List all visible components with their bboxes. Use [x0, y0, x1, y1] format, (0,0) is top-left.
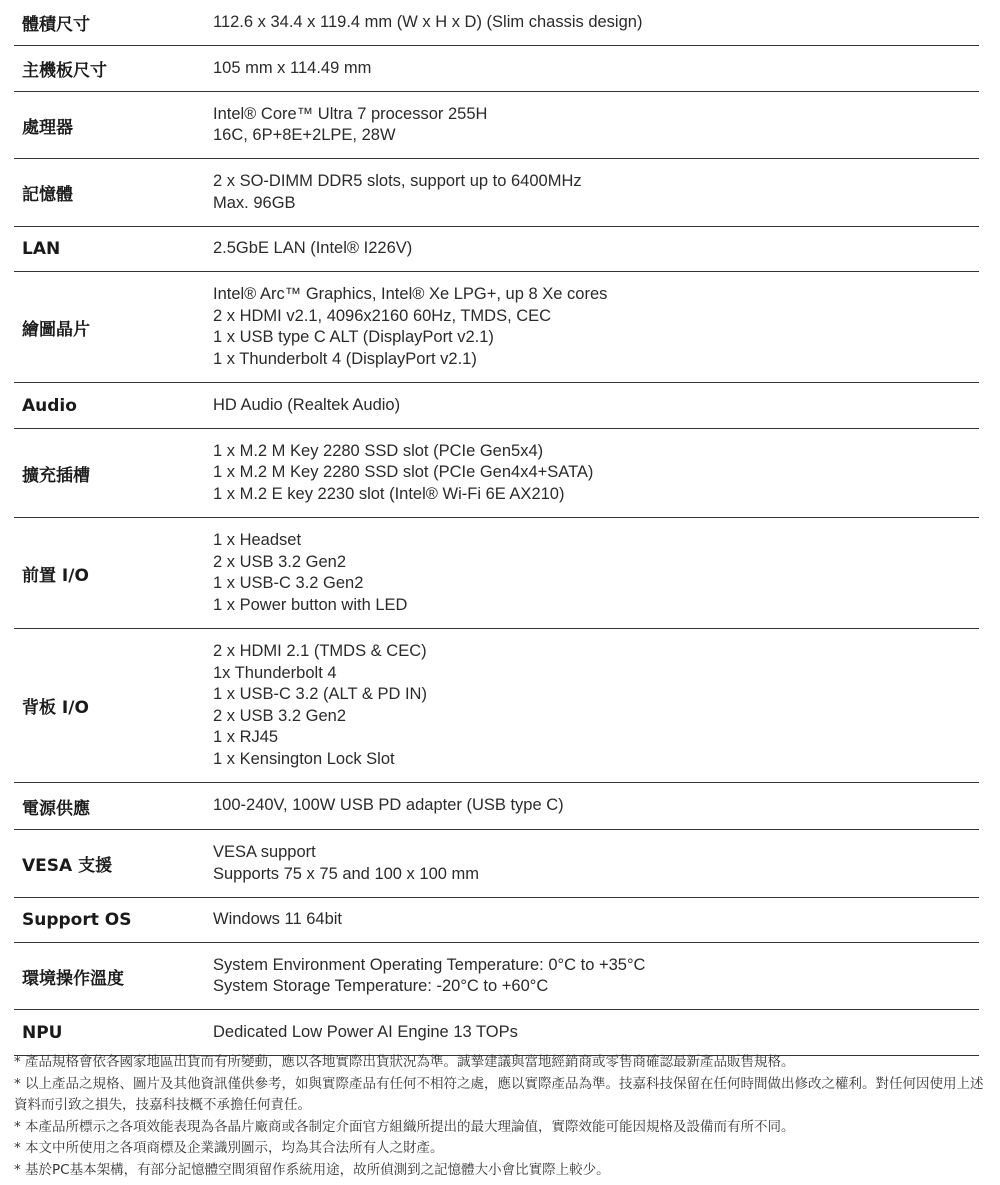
spec-label: Audio — [22, 395, 77, 416]
spec-row-power-supply — [14, 783, 979, 830]
spec-value-line: 112.6 x 34.4 x 119.4 mm (W x H x D) (Slim chassis design) — [213, 12, 643, 31]
spec-label: VESA 支援 — [22, 856, 113, 876]
spec-table — [14, 0, 979, 1056]
footnote: * 本文中所使用之各項商標及企業識別圖示，均為其合法所有人之財產。 — [14, 1140, 444, 1156]
spec-value-line: 2 x HDMI v2.1, 4096x2160 60Hz, TMDS, CEC — [213, 306, 552, 325]
spec-label: 前置 I/O — [22, 565, 89, 586]
spec-value-line: Windows 11 64bit — [213, 910, 343, 929]
spec-value-line: Intel® Arc™ Graphics, Intel® Xe LPG+, up 8 Xe cores — [213, 285, 608, 303]
spec-value — [213, 1022, 979, 1044]
spec-value — [213, 842, 979, 885]
spec-row-support-os — [14, 898, 979, 943]
spec-value-line: 1 x M.2 E key 2230 slot (Intel® Wi-Fi 6E AX210) — [213, 484, 565, 503]
spec-value-line: 2 x USB 3.2 Gen2 — [213, 706, 346, 725]
spec-label: 繪圖晶片 — [22, 319, 90, 340]
spec-row-memory — [14, 159, 979, 227]
spec-label: NPU — [22, 1022, 63, 1043]
spec-value — [213, 530, 979, 616]
spec-value-line: 1 x Headset — [213, 531, 302, 549]
spec-row-audio — [14, 383, 979, 429]
spec-value-line: 1 x USB-C 3.2 Gen2 — [213, 574, 364, 592]
spec-value-line: 2.5GbE LAN (Intel® I226V) — [213, 239, 413, 258]
spec-value — [213, 641, 979, 770]
spec-value-line: System Environment Operating Temperature: 0°C to +35°C — [213, 955, 646, 974]
spec-value-line: 2 x HDMI 2.1 (TMDS & CEC) — [213, 642, 427, 660]
disclaimer-footnotes — [14, 1052, 984, 1181]
spec-value-line: HD Audio (Realtek Audio) — [213, 395, 401, 414]
spec-value — [213, 441, 979, 506]
spec-label: 環境操作溫度 — [22, 968, 124, 989]
spec-value-line: 1 x USB type C ALT (DisplayPort v2.1) — [213, 328, 494, 346]
spec-value — [213, 104, 979, 147]
spec-label: LAN — [22, 239, 61, 259]
spec-value-line: 100-240V, 100W USB PD adapter (USB type C) — [213, 796, 564, 815]
spec-value — [213, 795, 979, 817]
spec-value-line: Max. 96GB — [213, 193, 296, 212]
spec-row-vesa — [14, 830, 979, 898]
spec-row-rear-io — [14, 629, 979, 783]
spec-value-line: 105 mm x 114.49 mm — [213, 58, 372, 77]
spec-value-line: 1x Thunderbolt 4 — [213, 663, 337, 682]
spec-value-line: Dedicated Low Power AI Engine 13 TOPs — [213, 1022, 518, 1041]
spec-row-processor — [14, 92, 979, 159]
spec-value — [213, 284, 979, 370]
spec-value-line: 1 x Thunderbolt 4 (DisplayPort v2.1) — [213, 349, 477, 368]
spec-value-line: 1 x RJ45 — [213, 728, 279, 746]
spec-label: Support OS — [22, 910, 132, 930]
spec-row-temperature — [14, 943, 979, 1010]
spec-value-line: 2 x USB 3.2 Gen2 — [213, 552, 346, 571]
spec-row-lan — [14, 227, 979, 272]
spec-label: 處理器 — [22, 117, 73, 138]
footnote: * 本產品所標示之各項效能表現為各晶片廠商或各制定介面官方組織所提出的最大理論值，實際效能可能因規格及設備而有所不同。 — [14, 1118, 795, 1135]
spec-value — [213, 909, 979, 931]
spec-label: 記憶體 — [22, 185, 73, 205]
spec-value-line: Intel® Core™ Ultra 7 processor 255H — [213, 104, 488, 123]
spec-value — [213, 955, 979, 998]
spec-value — [213, 395, 979, 417]
spec-value-line: VESA support — [213, 843, 316, 861]
spec-value-line: 1 x USB-C 3.2 (ALT & PD IN) — [213, 685, 427, 703]
spec-label: 擴充插槽 — [22, 465, 90, 486]
footnote: * 以上產品之規格、圖片及其他資訊僅供參考，如與實際產品有任何不相符之處，應以實際產品為準。技嘉科技保留在任何時間做出修改之權利。對任何因使用上述資料而引致之損失，技嘉科技概不承擔任何責任。 — [14, 1075, 984, 1113]
spec-value — [213, 58, 979, 80]
spec-label: 主機板尺寸 — [22, 61, 107, 81]
spec-row-front-io — [14, 518, 979, 629]
spec-label: 背板 I/O — [22, 698, 89, 718]
footnote: * 產品規格會依各國家地區出貨而有所變動，應以各地實際出貨狀況為準。誠摯建議與當地經銷商或零售商確認最新產品販售規格。 — [14, 1054, 795, 1070]
spec-value — [213, 171, 979, 214]
spec-row-expansion-slots — [14, 429, 979, 518]
spec-value-line: 2 x SO-DIMM DDR5 slots, support up to 6400MHz — [213, 172, 582, 190]
spec-label: 電源供應 — [22, 798, 90, 819]
spec-value-line: 1 x Power button with LED — [213, 595, 408, 614]
spec-value-line: Supports 75 x 75 and 100 x 100 mm — [213, 864, 479, 883]
spec-value-line: 1 x Kensington Lock Slot — [213, 749, 395, 768]
spec-row-npu — [14, 1010, 979, 1056]
spec-label: 體積尺寸 — [22, 15, 90, 35]
spec-row-dimensions — [14, 0, 979, 46]
spec-row-board-size — [14, 46, 979, 92]
spec-value-line: 1 x M.2 M Key 2280 SSD slot (PCIe Gen5x4) — [213, 441, 544, 460]
footnote: * 基於PC基本架構，有部分記憶體空間須留作系統用途，故所偵測到之記憶體大小會比實際上較少。 — [14, 1161, 610, 1178]
spec-row-graphics — [14, 272, 979, 383]
spec-value — [213, 12, 979, 34]
spec-value — [213, 238, 979, 260]
spec-value-line: 1 x M.2 M Key 2280 SSD slot (PCIe Gen4x4+SATA) — [213, 463, 594, 482]
spec-value-line: System Storage Temperature: -20°C to +60°C — [213, 977, 549, 995]
spec-value-line: 16C, 6P+8E+2LPE, 28W — [213, 126, 396, 144]
